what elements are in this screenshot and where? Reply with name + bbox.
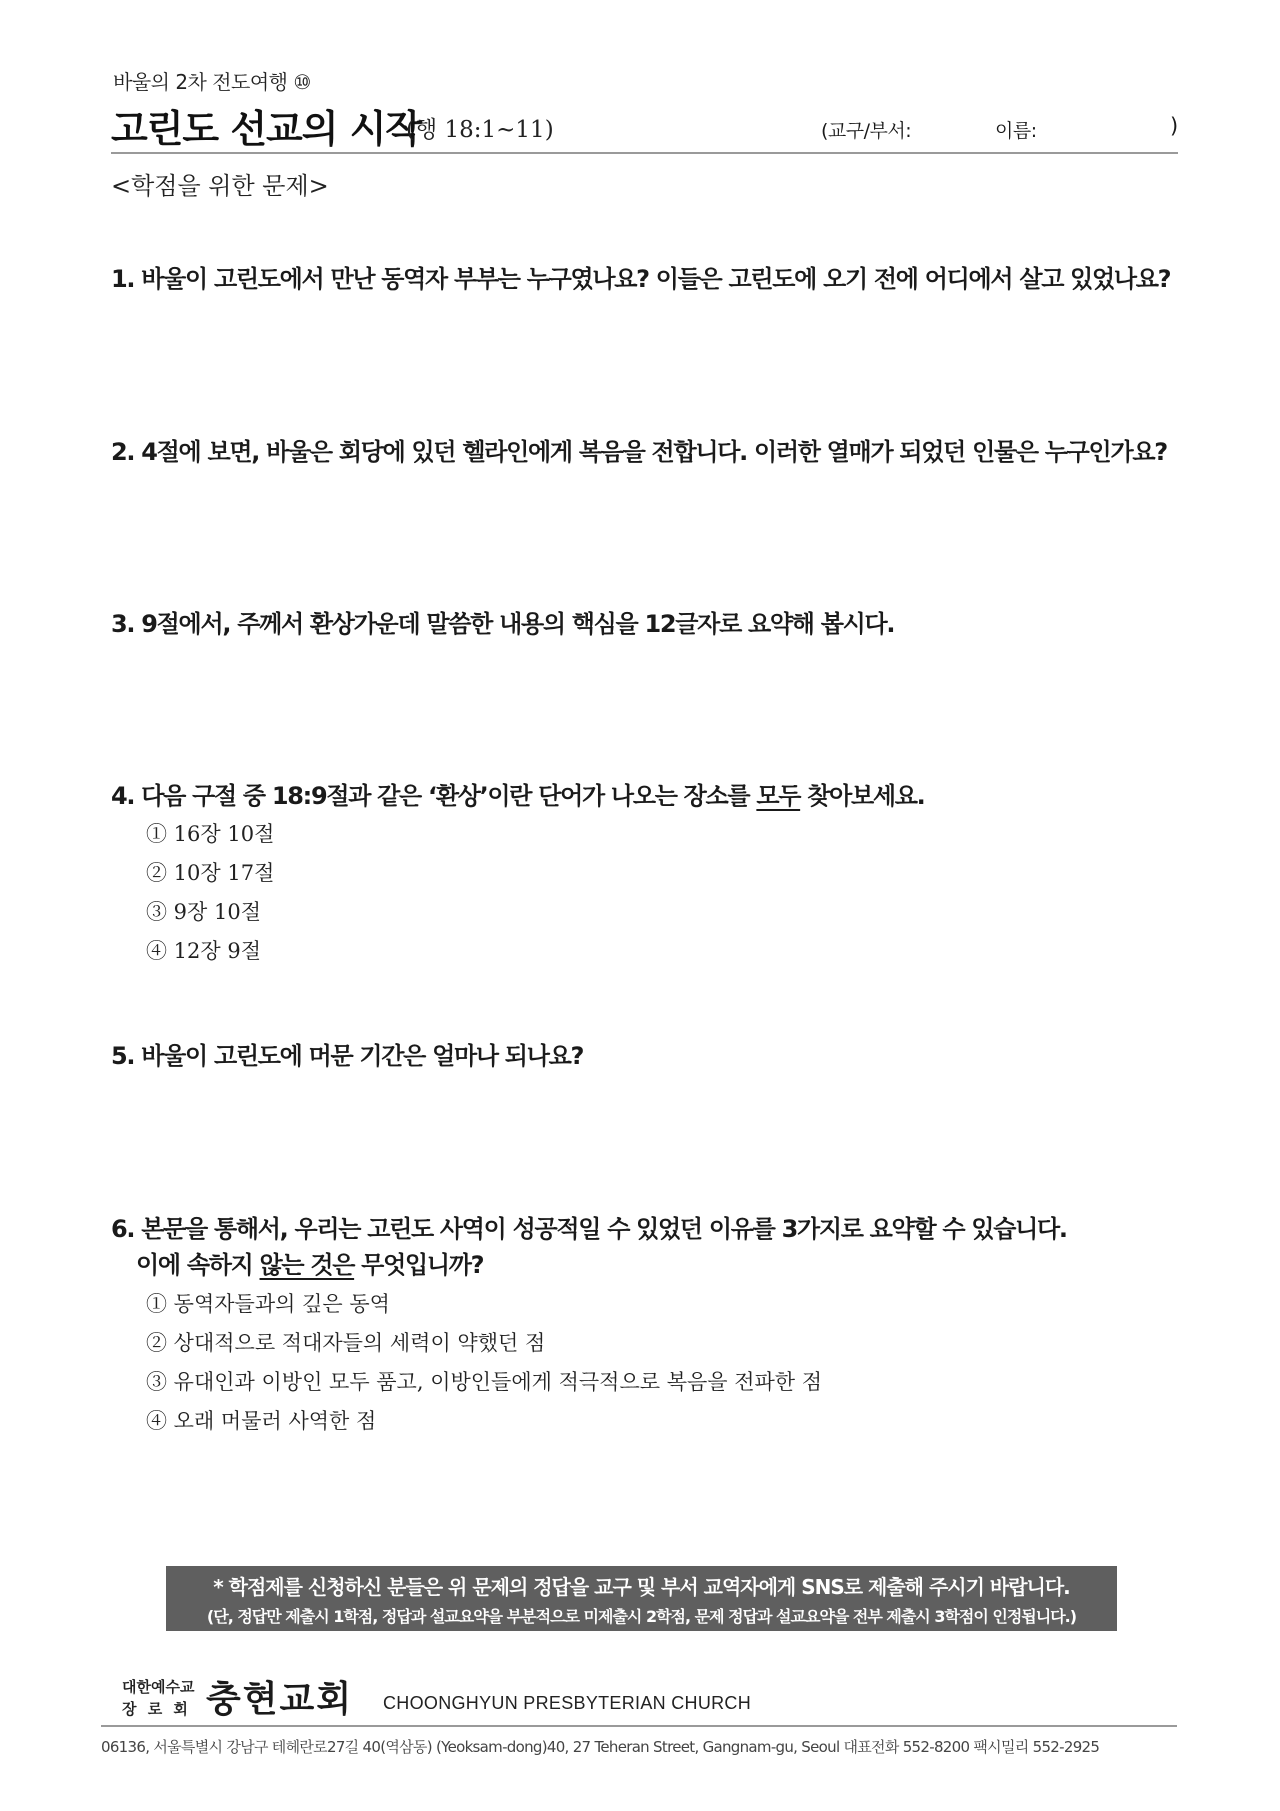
name-field-label: 이름: xyxy=(995,120,1037,142)
notice-line-1: * 학점제를 신청하신 분들은 위 문제의 정답을 교구 및 부서 교역자에게 SNS로 제출해 주시기 바랍니다. xyxy=(213,1575,1070,1599)
scripture-reference: (행 18:1~11) xyxy=(406,117,554,143)
question-6-emphasis: 않는 것은 xyxy=(259,1251,355,1279)
question-6-option: ④ 오래 머물러 사역한 점 xyxy=(146,1409,377,1433)
question-6-text: 이에 속하지 xyxy=(136,1251,260,1279)
header-divider xyxy=(111,152,1178,154)
question-6-line-2 xyxy=(136,1245,483,1280)
question-2: 2. 4절에 보면, 바울은 회당에 있던 헬라인에게 복음을 전합니다. 이러한 열매가 되었던 인물은 누구인가요? xyxy=(111,438,1167,466)
logo-large: 충현교회 xyxy=(206,1678,354,1720)
section-subtitle: <학점을 위한 문제> xyxy=(111,172,329,200)
question-6-option: ② 상대적으로 적대자들의 세력이 약했던 점 xyxy=(146,1331,546,1355)
question-4-option: ④ 12장 9절 xyxy=(146,939,262,963)
question-4-option: ① 16장 10절 xyxy=(146,822,275,846)
footer-divider xyxy=(101,1725,1177,1727)
church-address: 06136, 서울특별시 강남구 테헤란로27길 40(역삼동) (Yeoksam-dong)40, 27 Teheran Street, Gangnam-gu, Seoul 대표전화 552-8200 팩시밀리 552-2925 xyxy=(101,1738,1100,1756)
closing-parenthesis: ) xyxy=(1170,114,1179,138)
question-1: 1. 바울이 고린도에서 만난 동역자 부부는 누구였나요? 이들은 고린도에 오기 전에 어디에서 살고 있었나요? xyxy=(111,265,1171,293)
question-4-option: ② 10장 17절 xyxy=(146,861,275,885)
question-4-text-end: 찾아보세요. xyxy=(800,782,925,810)
question-4-text: 4. 다음 구절 중 18:9절과 같은 ‘환상’이란 단어가 나오는 장소를 xyxy=(111,782,757,810)
series-label: 바울의 2차 전도여행 ⑩ xyxy=(113,70,311,94)
question-4-emphasis: 모두 xyxy=(756,782,801,810)
page-title: 고린도 선교의 시작 xyxy=(111,106,422,151)
question-5: 5. 바울이 고린도에 머문 기간은 얼마나 되나요? xyxy=(111,1042,584,1070)
question-4-option: ③ 9장 10절 xyxy=(146,900,262,924)
question-4 xyxy=(111,776,924,811)
notice-line-2: (단, 정답만 제출시 1학점, 정답과 설교요약을 부분적으로 미제출시 2학점, 문제 정답과 설교요약을 전부 제출시 3학점이 인정됩니다.) xyxy=(206,1607,1077,1626)
logo-small-top: 대한예수교 xyxy=(122,1678,195,1696)
logo-small-bottom: 장 로 회 xyxy=(122,1700,191,1718)
question-6-line-1: 6. 본문을 통해서, 우리는 고린도 사역이 성공적일 수 있었던 이유를 3가지로 요약할 수 있습니다. xyxy=(111,1215,1067,1243)
question-3: 3. 9절에서, 주께서 환상가운데 말씀한 내용의 핵심을 12글자로 요약해 봅시다. xyxy=(111,610,895,638)
submission-notice xyxy=(166,1566,1117,1631)
department-field-label: (교구/부서: xyxy=(821,120,912,142)
church-name-english: CHOONGHYUN PRESBYTERIAN CHURCH xyxy=(383,1693,752,1713)
question-6-text-end: 무엇입니까? xyxy=(354,1251,484,1279)
question-6-option: ③ 유대인과 이방인 모두 품고, 이방인들에게 적극적으로 복음을 전파한 점 xyxy=(146,1370,823,1394)
question-6-option: ① 동역자들과의 깊은 동역 xyxy=(146,1292,390,1316)
church-logo xyxy=(122,1668,362,1720)
